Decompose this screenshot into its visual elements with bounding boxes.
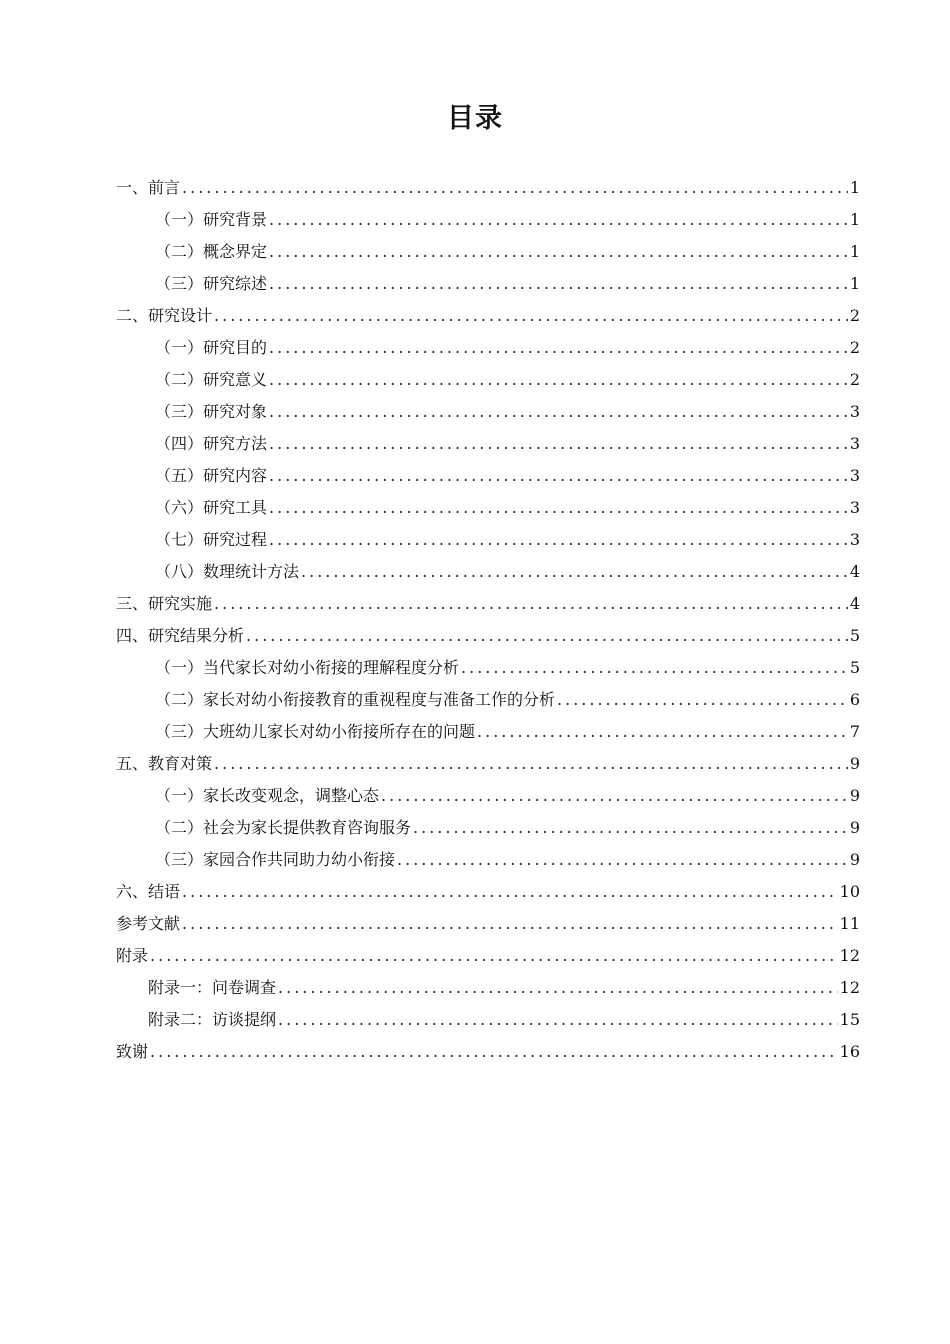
dot-leader	[182, 178, 848, 197]
toc-entry-label: （七）研究过程	[155, 530, 268, 549]
dot-leader	[182, 882, 838, 901]
toc-entry-label: 研究实施	[148, 594, 213, 613]
toc-entry-label: （五）研究内容	[155, 466, 268, 485]
dot-leader	[269, 210, 848, 229]
toc-entry[interactable]	[116, 239, 860, 271]
toc-entry[interactable]	[116, 847, 860, 879]
toc-entry-label: （一）研究背景	[155, 210, 268, 229]
toc-entry[interactable]	[116, 623, 860, 655]
dot-leader	[214, 594, 848, 613]
toc-entry[interactable]	[116, 271, 860, 303]
toc-entry[interactable]	[116, 911, 860, 943]
toc-entry[interactable]	[116, 303, 860, 335]
toc-entry-number: 一、	[116, 178, 149, 197]
toc-entry-label: （三）研究对象	[155, 402, 268, 421]
toc-entry[interactable]	[116, 335, 860, 367]
toc-entry-page-number: 1	[849, 178, 860, 197]
toc-entry[interactable]	[116, 655, 860, 687]
toc-entry-label: 研究设计	[148, 306, 213, 325]
toc-entry-page-number: 4	[849, 562, 860, 581]
toc-entry[interactable]	[116, 943, 860, 975]
toc-entry-label: （二）社会为家长提供教育咨询服务	[155, 818, 412, 837]
dot-leader	[246, 626, 848, 645]
toc-entry[interactable]	[116, 527, 860, 559]
toc-entry-label: （六）研究工具	[155, 498, 268, 517]
toc-entry[interactable]	[116, 1007, 860, 1039]
toc-entry[interactable]	[116, 879, 860, 911]
toc-entry[interactable]	[116, 591, 860, 623]
dot-leader	[269, 274, 848, 293]
dot-leader	[150, 946, 838, 965]
toc-entry-page-number: 3	[849, 498, 860, 517]
toc-entry[interactable]	[116, 463, 860, 495]
toc-entry-number: 三、	[116, 594, 149, 613]
toc-entry[interactable]	[116, 431, 860, 463]
toc-entry-page-number: 15	[839, 1010, 860, 1029]
toc-entry-page-number: 9	[849, 818, 860, 837]
toc-entry-number: 二、	[116, 306, 149, 325]
toc-entry-page-number: 2	[849, 338, 860, 357]
toc-entry[interactable]	[116, 207, 860, 239]
toc-entry-label: 参考文献	[116, 914, 181, 933]
toc-entry-label: 结语	[148, 882, 181, 901]
toc-entry[interactable]	[116, 815, 860, 847]
toc-entry-page-number: 16	[839, 1042, 860, 1061]
page-title: 目录	[447, 103, 503, 134]
toc-entry-page-number: 7	[849, 722, 860, 741]
toc-entry[interactable]	[116, 975, 860, 1007]
toc-entry-page-number: 12	[839, 978, 860, 997]
toc-entry-page-number: 5	[849, 658, 860, 677]
toc-entry[interactable]	[116, 495, 860, 527]
toc-entry-page-number: 11	[839, 914, 860, 933]
dot-leader	[413, 818, 848, 837]
toc-entry-page-number: 1	[849, 210, 860, 229]
toc-entry-label: （一）当代家长对幼小衔接的理解程度分析	[155, 658, 460, 677]
toc-entry-label: 附录	[116, 946, 149, 965]
dot-leader	[278, 1010, 838, 1029]
toc-entry[interactable]	[116, 719, 860, 751]
dot-leader	[477, 722, 848, 741]
toc-entry-page-number: 9	[849, 850, 860, 869]
toc-entry-label: （一）研究目的	[155, 338, 268, 357]
toc-entry-label: （八）数理统计方法	[155, 562, 300, 581]
toc-entry-label: （二）家长对幼小衔接教育的重视程度与准备工作的分析	[155, 690, 556, 709]
dot-leader	[461, 658, 848, 677]
toc-entry-page-number: 1	[849, 274, 860, 293]
toc-entry[interactable]	[116, 783, 860, 815]
toc-entry-page-number: 9	[849, 754, 860, 773]
dot-leader	[397, 850, 848, 869]
toc-entry-label: 致谢	[116, 1042, 149, 1061]
toc-entry[interactable]	[116, 367, 860, 399]
dot-leader	[214, 754, 848, 773]
dot-leader	[214, 306, 848, 325]
toc-entry-label: （三）家园合作共同助力幼小衔接	[155, 850, 396, 869]
dot-leader	[269, 242, 848, 261]
dot-leader	[269, 338, 848, 357]
toc-entry-label: 前言	[148, 178, 181, 197]
dot-leader	[301, 562, 848, 581]
toc-entry-label: （二）概念界定	[155, 242, 268, 261]
toc-entry-label: （一）家长改变观念，调整心态	[155, 786, 380, 805]
toc-entry-page-number: 3	[849, 530, 860, 549]
dot-leader	[269, 498, 848, 517]
toc-entry-label: （二）研究意义	[155, 370, 268, 389]
toc-entry-label: （三）研究综述	[155, 274, 268, 293]
dot-leader	[269, 466, 848, 485]
dot-leader	[381, 786, 848, 805]
toc-entry-number: 五、	[116, 754, 149, 773]
toc-entry-page-number: 2	[849, 306, 860, 325]
toc-entry-label: （三）大班幼儿家长对幼小衔接所存在的问题	[155, 722, 476, 741]
toc-entry-page-number: 2	[849, 370, 860, 389]
dot-leader	[269, 434, 848, 453]
toc-entry-number: 四、	[116, 626, 149, 645]
toc-entry-label: 附录一：问卷调查	[148, 978, 277, 997]
toc-entry-label: 附录二：访谈提纲	[148, 1010, 277, 1029]
toc-entry-page-number: 3	[849, 402, 860, 421]
toc-entry-page-number: 10	[839, 882, 860, 901]
dot-leader	[269, 402, 848, 421]
toc-entry-label: 研究结果分析	[148, 626, 245, 645]
toc-entry-page-number: 3	[849, 434, 860, 453]
dot-leader	[278, 978, 838, 997]
toc-entry-page-number: 4	[849, 594, 860, 613]
toc-entry[interactable]	[116, 399, 860, 431]
dot-leader	[557, 690, 848, 709]
toc-entry[interactable]	[116, 687, 860, 719]
toc-entry-page-number: 1	[849, 242, 860, 261]
toc-entry[interactable]	[116, 751, 860, 783]
dot-leader	[269, 370, 848, 389]
toc-entry[interactable]	[116, 559, 860, 591]
toc-entry-label: 教育对策	[148, 754, 213, 773]
toc-entry-number: 六、	[116, 882, 149, 901]
dot-leader	[269, 530, 848, 549]
toc-entry-page-number: 3	[849, 466, 860, 485]
toc-entry-label: （四）研究方法	[155, 434, 268, 453]
dot-leader	[182, 914, 838, 933]
toc-entry-page-number: 12	[839, 946, 860, 965]
toc-entry[interactable]	[116, 175, 860, 207]
toc-entry-page-number: 6	[849, 690, 860, 709]
toc-entry[interactable]	[116, 1039, 860, 1071]
toc-entry-page-number: 5	[849, 626, 860, 645]
dot-leader	[150, 1042, 838, 1061]
toc-entry-page-number: 9	[849, 786, 860, 805]
table-of-contents	[116, 175, 860, 1071]
